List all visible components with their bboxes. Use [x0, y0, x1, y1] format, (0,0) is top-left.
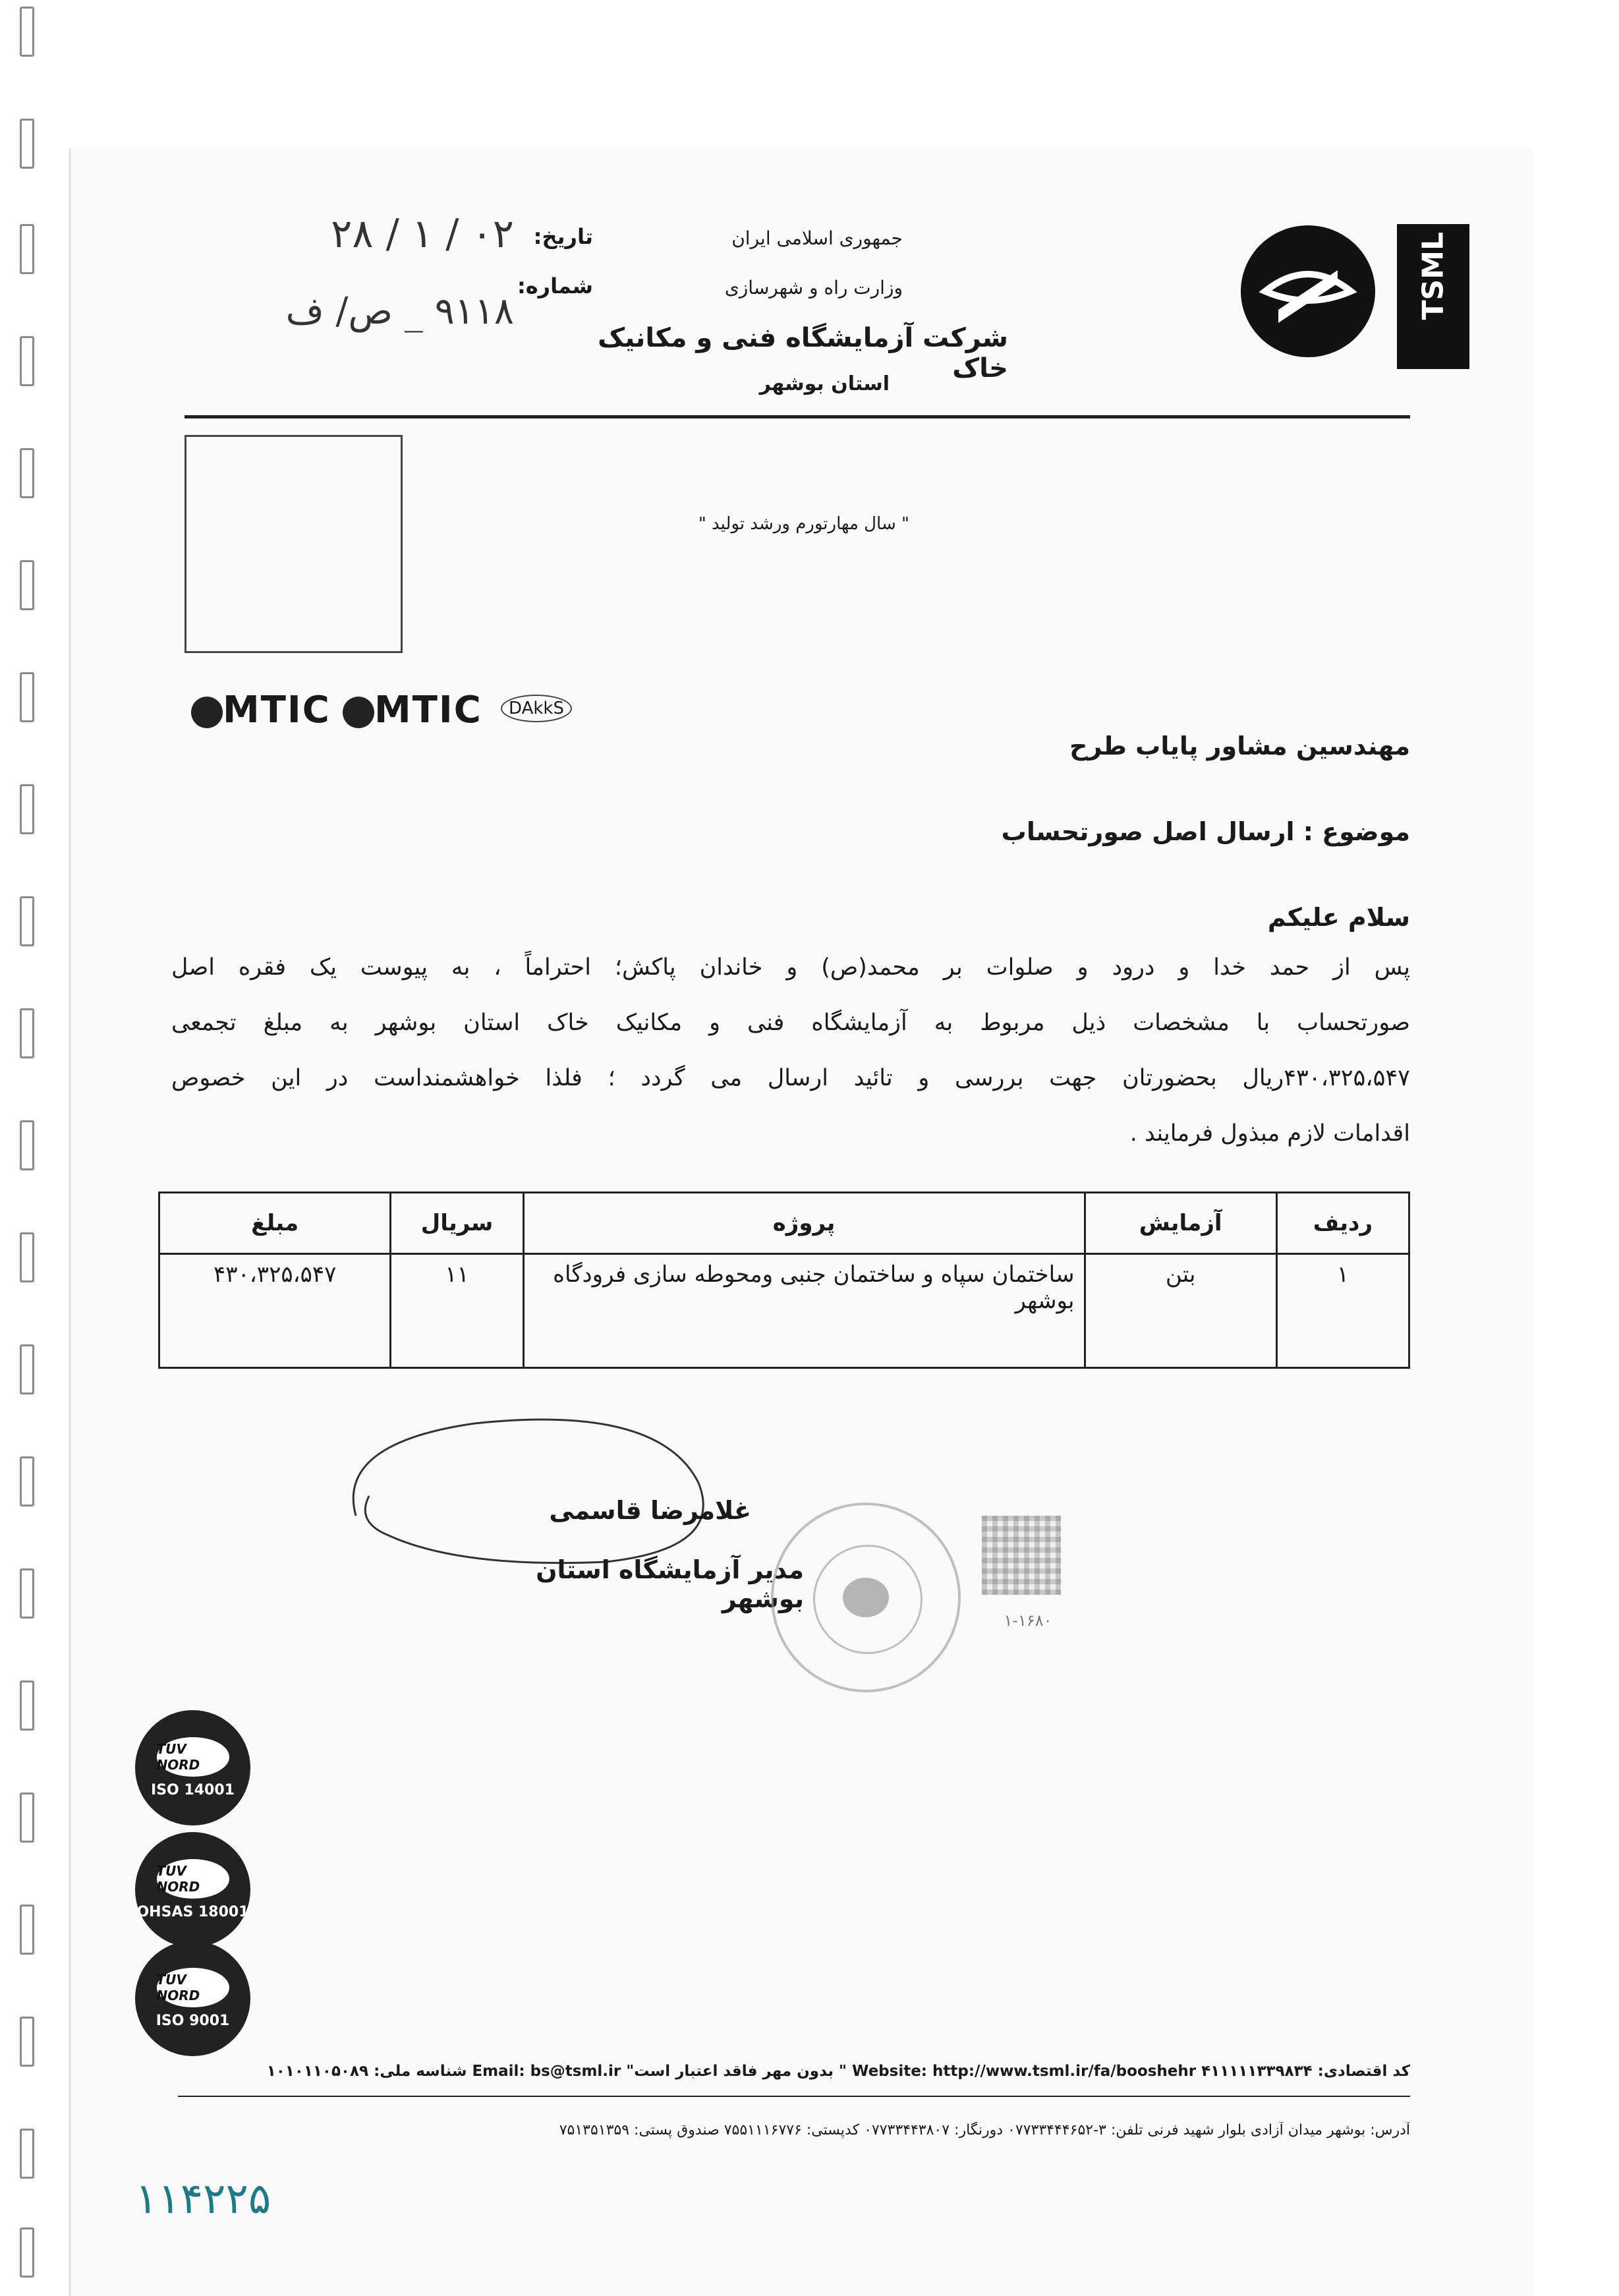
cert-standard-3: ISO 9001	[156, 2013, 230, 2029]
invoice-table	[158, 1191, 1410, 1369]
col-header-serial: سریال	[391, 1193, 523, 1254]
header-province: استان بوشهر	[759, 372, 890, 395]
cell-serial: ۱۱	[391, 1254, 523, 1368]
date-value: ۰۲ / ۱ / ۲۸	[331, 211, 514, 257]
body-line-3: ۴۳۰،۳۲۵،۵۴۷ریال بحضورتان جهت بررسی و تائید ارسال می گردد ؛ فلذا خواهشمنداست در این خصوص	[171, 1065, 1410, 1091]
footer-address-line: آدرس: بوشهر میدان آزادی بلوار شهید فرنی تلفن: ۳-۰۷۷۳۳۴۴۴۶۵۲ دورنگار: ۰۷۷۳۳۴۴۳۸۰۷ کدپستی: ۷۵۵۱۱۱۶۷۷۶ صندوق پستی: ۷۵۱۳۵۱۳۵۹	[559, 2122, 1410, 2138]
body-line-4: اقدامات لازم مبذول فرمایند .	[1129, 1120, 1410, 1147]
cert-standard-2: OHSAS 18001	[136, 1904, 249, 1920]
qr-code	[982, 1516, 1061, 1595]
tsml-logo	[1239, 217, 1476, 376]
year-slogan: " سال مهارتورم ورشد تولید "	[698, 514, 909, 534]
dakks-logo	[501, 699, 572, 718]
official-stamp	[771, 1503, 961, 1692]
signer-name: غلامرضا قاسمی	[549, 1496, 751, 1525]
number-label: شماره:	[517, 273, 593, 299]
col-header-test: آزمایش	[1085, 1193, 1276, 1254]
cert-standard-1: ISO 14001	[151, 1782, 235, 1798]
header-line-ministry: وزارت راه و شهرسازی	[724, 277, 903, 299]
mtic-logo-text-2: MTIC	[374, 689, 482, 732]
greeting: سلام علیکم	[1267, 903, 1410, 932]
col-header-project: پروژه	[523, 1193, 1085, 1254]
date-label: تاریخ:	[533, 224, 593, 249]
mtic-logo-1	[191, 689, 331, 732]
table-header-row	[159, 1193, 1409, 1254]
number-value: ۹۱۱۸ _ ص/ ف	[285, 290, 514, 333]
body-line-2: صورتحساب با مشخصات ذیل مربوط به آزمایشگاه فنی و مکانیک خاک استان بوشهر به مبلغ تجمعی	[171, 1010, 1410, 1036]
footer-contact-line: کد اقتصادی: ۴۱۱۱۱۱۳۳۹۸۳۴ Website: http://www.tsml.ir/fa/booshehr " بدون مهر فاقد اعتبار است" Email: bs@tsml.ir شناسه ملی: ۱۰۱۰۱۱۰۵۰۸۹	[266, 2063, 1410, 2080]
table-row	[159, 1254, 1409, 1368]
cell-row-number: ۱	[1276, 1254, 1409, 1368]
header-line-republic: جمهوری اسلامی ایران	[731, 227, 903, 249]
cell-amount: ۴۳۰،۳۲۵،۵۴۷	[159, 1254, 391, 1368]
dakks-logo-text: DAkkS	[501, 695, 572, 722]
tsml-logo-text: TSML	[1416, 231, 1450, 320]
body-line-1: پس از حمد خدا و درود و صلوات بر محمد(ص) و خاندان پاکش؛ احتراماً ، به پیوست یک فقره اصل	[171, 954, 1410, 981]
subject-line: موضوع : ارسال اصل صورتحساب	[1001, 817, 1410, 846]
col-header-amount: مبلغ	[159, 1193, 391, 1254]
tuv-nord-iso14001-badge	[135, 1710, 250, 1825]
tuv-nord-ohsas18001-badge	[135, 1832, 250, 1947]
photo-placeholder-box	[185, 435, 403, 653]
header-company-name: شرکت آزمایشگاه فنی و مکانیک خاک	[598, 323, 1008, 384]
binder-holes	[14, 0, 41, 2296]
tuv-nord-iso9001-badge	[135, 1941, 250, 2056]
cell-project: ساختمان سپاه و ساختمان جنبی ومحوطه سازی فرودگاه بوشهر	[523, 1254, 1085, 1368]
recipient: مهندسین مشاور پایاب طرح	[1069, 732, 1410, 761]
signer-title: مدیر آزمایشگاه استان بوشهر	[536, 1555, 804, 1613]
cert-brand-1: TUV NORD	[157, 1737, 229, 1777]
col-header-row-number: ردیف	[1276, 1193, 1409, 1254]
mtic-logo-text-1: MTIC	[223, 689, 331, 732]
stamp-number: ۱-۱۶۸۰	[1004, 1611, 1052, 1630]
cell-test: بتن	[1085, 1254, 1276, 1368]
header-divider	[185, 415, 1410, 418]
mtic-logo-2	[343, 689, 482, 732]
handwritten-archive-number: ۱۱۴۲۲۵	[135, 2175, 271, 2224]
cert-brand-3: TUV NORD	[157, 1968, 229, 2007]
footer-divider	[178, 2096, 1410, 2097]
cert-brand-2: TUV NORD	[157, 1859, 229, 1899]
